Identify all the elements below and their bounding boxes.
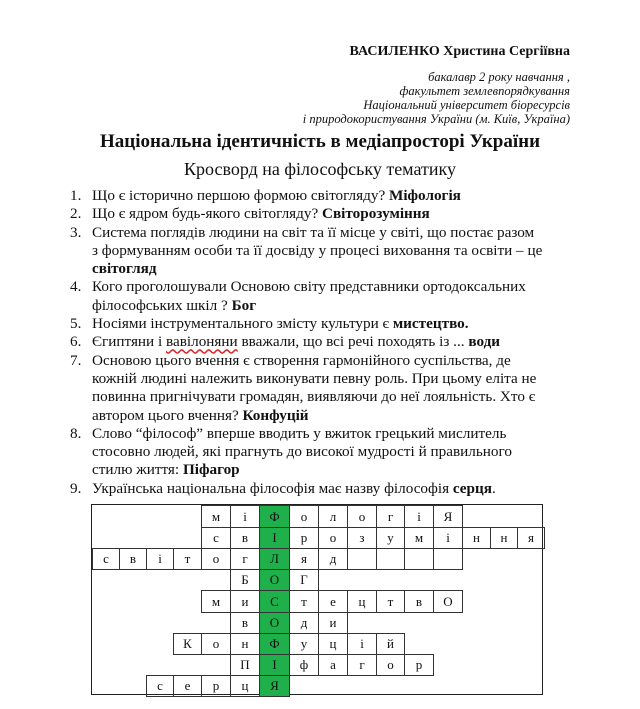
question-answer: Піфагор bbox=[182, 461, 240, 479]
question-number bbox=[70, 388, 92, 406]
crossword-cell: о bbox=[376, 654, 405, 676]
crossword-cell: и bbox=[318, 612, 348, 634]
crossword-cell: Г bbox=[289, 569, 319, 591]
question-answer: Світорозуміння bbox=[322, 205, 430, 223]
question-text: стосовно людей, які прагнуть до високої мудрості й правильного bbox=[92, 443, 512, 461]
keyword-cell: Я bbox=[259, 675, 290, 697]
question-line bbox=[70, 315, 580, 333]
question-text: стилю життя: Піфагор bbox=[92, 461, 240, 479]
crossword-cell bbox=[433, 548, 463, 570]
affiliation-line: і природокористування України (м. Київ, Україна) bbox=[302, 112, 570, 126]
crossword-cell: у bbox=[289, 633, 319, 655]
keyword-cell: О bbox=[259, 612, 290, 634]
crossword-cell: с bbox=[146, 675, 174, 697]
question-line bbox=[70, 278, 580, 296]
question-number: 4. bbox=[70, 278, 82, 296]
keyword-cell: Л bbox=[259, 548, 290, 570]
crossword-cell: н bbox=[462, 527, 491, 549]
question-line bbox=[70, 224, 580, 242]
question-number bbox=[70, 297, 92, 315]
crossword-cell: г bbox=[376, 505, 405, 528]
crossword-cell: й bbox=[376, 633, 405, 655]
affiliation-line: бакалавр 2 року навчання , bbox=[428, 70, 570, 84]
question-number bbox=[70, 260, 92, 278]
question-line bbox=[70, 461, 580, 479]
crossword-cell bbox=[347, 548, 377, 570]
question-line bbox=[70, 205, 580, 223]
crossword-cell: н bbox=[490, 527, 518, 549]
question-text: Основою цього вчення є створення гармонійного суспільства, де bbox=[92, 351, 511, 369]
question-text: Кого проголошували Основою світу представники ортодоксальних bbox=[92, 278, 526, 296]
crossword-cell: о bbox=[201, 633, 231, 655]
crossword-cell: о bbox=[201, 548, 231, 570]
keyword-cell: О bbox=[259, 569, 290, 591]
document-subtitle: Кросворд на філософську тематику bbox=[184, 159, 456, 179]
crossword-cell: с bbox=[92, 548, 120, 570]
crossword-cell: у bbox=[376, 527, 405, 549]
question-line bbox=[70, 425, 580, 443]
question-answer: серця bbox=[452, 479, 492, 497]
crossword-cell: з bbox=[347, 527, 377, 549]
crossword-cell: в bbox=[119, 548, 147, 570]
question-list bbox=[70, 187, 580, 498]
crossword-cell: а bbox=[318, 654, 348, 676]
crossword-cell: в bbox=[404, 590, 434, 613]
crossword-cell: в bbox=[230, 612, 260, 634]
crossword-cell: г bbox=[347, 654, 377, 676]
question-answer: мистецтво. bbox=[392, 315, 469, 333]
crossword-cell: м bbox=[201, 590, 231, 613]
crossword-cell: и bbox=[230, 590, 260, 613]
keyword-cell: І bbox=[259, 654, 290, 676]
question-line bbox=[70, 407, 580, 425]
crossword-cell: л bbox=[318, 505, 348, 528]
affiliation-line: факультет землевпорядкування bbox=[399, 84, 570, 98]
question-number: 7. bbox=[70, 351, 82, 369]
question-number bbox=[70, 242, 92, 260]
document-title: Національна ідентичність в медіапросторі України bbox=[99, 131, 541, 152]
crossword-cell: ф bbox=[289, 654, 319, 676]
author-name: ВАСИЛЕНКО Христина Сергіївна bbox=[349, 44, 570, 59]
question-number bbox=[70, 461, 92, 479]
crossword-cell: П bbox=[230, 654, 260, 676]
question-number bbox=[70, 407, 92, 425]
question-number: 6. bbox=[70, 333, 82, 351]
question-text: філософських шкіл ? Бог bbox=[92, 296, 257, 314]
crossword-cell: і bbox=[230, 505, 260, 528]
keyword-cell: І bbox=[259, 527, 290, 549]
crossword-cell: о bbox=[347, 505, 377, 528]
crossword-cell bbox=[376, 548, 405, 570]
question-number bbox=[70, 370, 92, 388]
crossword-cell: Я bbox=[433, 505, 463, 528]
crossword-cell: р bbox=[201, 675, 231, 697]
crossword-cell: д bbox=[289, 612, 319, 634]
crossword-cell: т bbox=[289, 590, 319, 613]
question-line bbox=[70, 388, 580, 406]
crossword-cell: і bbox=[146, 548, 174, 570]
question-answer: води bbox=[468, 333, 501, 351]
crossword-cell: О bbox=[433, 590, 463, 613]
question-number: 1. bbox=[70, 187, 82, 204]
author-affiliation bbox=[303, 70, 570, 126]
keyword-cell: Ф bbox=[259, 633, 290, 655]
crossword-cell: р bbox=[289, 527, 319, 549]
crossword-cell: ц bbox=[230, 675, 260, 697]
question-number: 5. bbox=[70, 315, 82, 333]
crossword-cell: ц bbox=[347, 590, 377, 613]
question-number: 3. bbox=[70, 223, 82, 241]
crossword-cell: і bbox=[347, 633, 377, 655]
question-answer: Конфуцій bbox=[242, 406, 309, 424]
crossword-cell: я bbox=[289, 548, 319, 570]
question-number bbox=[70, 443, 92, 461]
spellcheck-word: вавілоняни bbox=[166, 333, 238, 351]
question-line bbox=[70, 333, 580, 351]
question-line bbox=[70, 443, 580, 461]
question-text: Слово “філософ” вперше вводить у вжиток грецький мислитель bbox=[92, 424, 507, 442]
question-line bbox=[70, 297, 580, 315]
question-line bbox=[70, 370, 580, 388]
crossword-cell: м bbox=[201, 505, 231, 528]
question-text: з формуванням особи та її досвіду у процесі виховання та освіти – це bbox=[92, 241, 543, 259]
crossword-cell: т bbox=[376, 590, 405, 613]
question-text: Система поглядів людини на світ та її місце у світі, що постає разом bbox=[92, 223, 535, 241]
question-number: 2. bbox=[70, 205, 82, 223]
crossword-cell: е bbox=[318, 590, 348, 613]
question-text: кожній людині належить виконувати певну роль. При цьому еліта не bbox=[92, 369, 537, 387]
crossword-cell: і bbox=[433, 527, 463, 549]
question-text: Українська національна філософія має назву філософія серця. bbox=[92, 479, 496, 497]
question-line bbox=[70, 260, 580, 278]
crossword-cell: е bbox=[173, 675, 202, 697]
question-answer: Бог bbox=[231, 296, 257, 314]
crossword-cell: м bbox=[404, 527, 434, 549]
question-line bbox=[70, 187, 580, 205]
crossword-cell: с bbox=[201, 527, 231, 549]
crossword-cell bbox=[404, 548, 434, 570]
crossword-cell: К bbox=[173, 633, 202, 655]
crossword-cell: г bbox=[230, 548, 260, 570]
affiliation-line: Національний університет біоресурсів bbox=[363, 98, 570, 112]
question-answer: світогляд bbox=[92, 260, 157, 278]
question-text: Що є історично першою формою світогляду? Міфологія bbox=[92, 187, 461, 204]
crossword-cell: о bbox=[318, 527, 348, 549]
crossword-cell: р bbox=[404, 654, 434, 676]
keyword-cell: Ф bbox=[259, 505, 290, 528]
question-text: автором цього вчення? Конфуцій bbox=[92, 406, 309, 424]
crossword-cell: і bbox=[404, 505, 434, 528]
crossword-cell: я bbox=[517, 527, 545, 549]
crossword-grid bbox=[91, 504, 543, 695]
question-line bbox=[70, 480, 580, 498]
question-number: 9. bbox=[70, 479, 82, 497]
question-number: 8. bbox=[70, 424, 82, 442]
crossword-cell: ц bbox=[318, 633, 348, 655]
crossword-cell: т bbox=[173, 548, 202, 570]
question-text: Єгиптяни і вавілоняни вважали, що всі речі походять із ... води bbox=[92, 333, 501, 351]
crossword-cell: в bbox=[230, 527, 260, 549]
question-answer: Міфологія bbox=[388, 187, 461, 204]
question-text: Що є ядром будь-якого світогляду? Світорозуміння bbox=[92, 205, 430, 223]
crossword-cell: н bbox=[230, 633, 260, 655]
question-text bbox=[92, 260, 580, 278]
crossword-cell: Б bbox=[230, 569, 260, 591]
question-text: Носіями інструментального змісту культури є мистецтво. bbox=[92, 315, 469, 333]
crossword-cell: о bbox=[289, 505, 319, 528]
question-text: повинна пригнічувати громадян, виявляючи до неї лояльність. Хто є bbox=[92, 388, 536, 406]
crossword-cell: д bbox=[318, 548, 348, 570]
question-line bbox=[70, 352, 580, 370]
keyword-cell: С bbox=[259, 590, 290, 613]
question-line bbox=[70, 242, 580, 260]
